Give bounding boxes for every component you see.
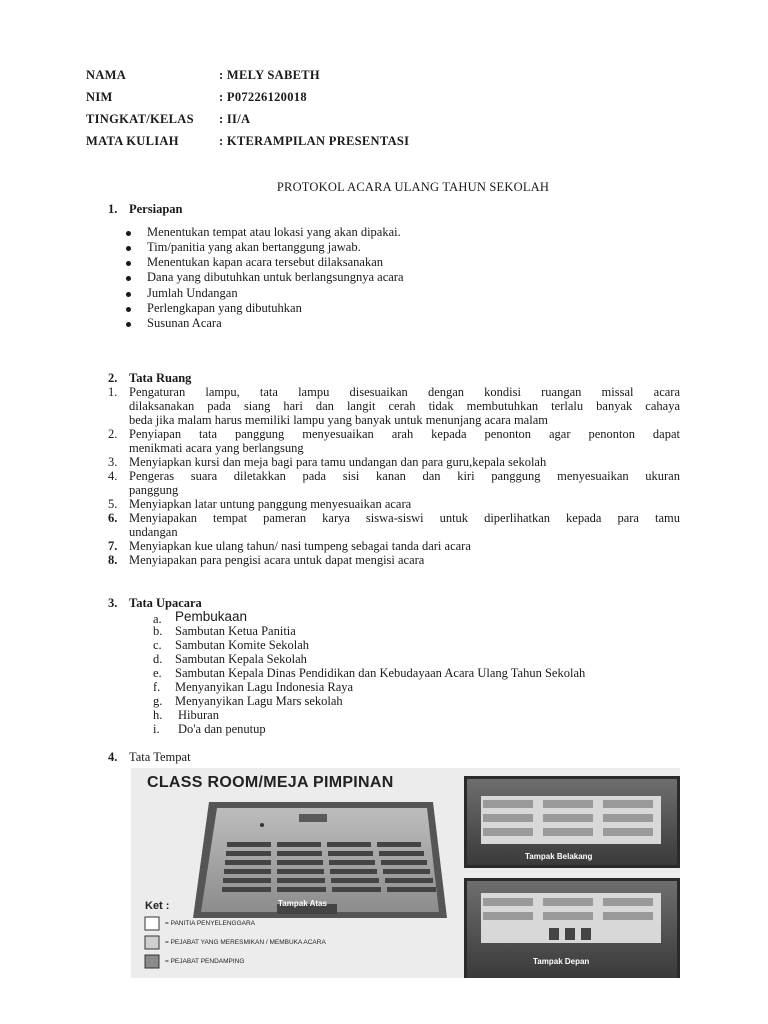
- legend-item: = PEJABAT PENDAMPING: [165, 958, 245, 965]
- section-number: 3.: [108, 596, 118, 610]
- bullet-icon: [126, 246, 131, 251]
- list-item: Menyanyikan Lagu Mars sekolah: [175, 694, 343, 708]
- list-item: Menentukan tempat atau lokasi yang akan dipakai.: [147, 225, 401, 239]
- section-number: 2.: [108, 371, 118, 385]
- list-number: 8.: [108, 553, 118, 567]
- document-title: PROTOKOL ACARA ULANG TAHUN SEKOLAH: [276, 180, 550, 194]
- list-item: Penyiapan tata panggung menyesuaikan arah kepada penonton agar penonton dapat: [129, 427, 680, 441]
- list-letter: f.: [153, 680, 161, 694]
- identity-label-matkul: MATA KULIAH: [86, 134, 179, 148]
- back-view-label: Tampak Belakang: [525, 852, 593, 861]
- front-view-label: Tampak Depan: [533, 957, 590, 966]
- list-letter: d.: [153, 652, 163, 666]
- legend-item: = PEJABAT YANG MERESMIKAN / MEMBUKA ACARA: [165, 939, 326, 946]
- list-number: 6.: [108, 511, 118, 525]
- list-item: Menyiapakan para pengisi acara untuk dapat mengisi acara: [129, 553, 425, 567]
- section-heading: Persiapan: [129, 202, 183, 216]
- bullet-icon: [126, 322, 131, 327]
- bullet-icon: [126, 276, 131, 281]
- list-item: Sambutan Komite Sekolah: [175, 638, 310, 652]
- list-item: Dana yang dibutuhkan untuk berlangsungnya acara: [147, 270, 404, 284]
- list-item: Tim/panitia yang akan bertanggung jawab.: [147, 240, 361, 254]
- list-item: panggung: [129, 483, 179, 497]
- section-heading: Tata Ruang: [129, 371, 192, 385]
- list-item: Pembukaan: [175, 609, 248, 624]
- list-item: menikmati acara yang berlangsung: [129, 441, 304, 455]
- list-item: Pengaturan lampu, tata lampu disesuaikan dengan kondisi ruangan missal acara: [129, 385, 680, 399]
- list-item: Menyiapkan kue ulang tahun/ nasi tumpeng sebagai tanda dari acara: [129, 539, 471, 553]
- identity-value-kelas: : II/A: [219, 112, 251, 126]
- list-number: 3.: [108, 455, 118, 469]
- list-item: Menyiapkan kursi dan meja bagi para tamu undangan dan para guru,kepala sekolah: [129, 455, 547, 469]
- list-item: Sambutan Ketua Panitia: [175, 624, 296, 638]
- list-item: Menentukan kapan acara tersebut dilaksanakan: [147, 255, 384, 269]
- bullet-icon: [126, 307, 131, 312]
- section-heading: Tata Upacara: [129, 596, 202, 610]
- identity-label-nim: NIM: [86, 90, 113, 104]
- list-item: Menyiapkan latar untung panggung menyesuaikan acara: [129, 497, 412, 511]
- list-letter: g.: [153, 694, 163, 708]
- list-letter: c.: [153, 638, 162, 652]
- identity-label-nama: NAMA: [86, 68, 127, 82]
- bullet-icon: [126, 292, 131, 297]
- identity-value-matkul: : KTERAMPILAN PRESENTASI: [219, 134, 410, 148]
- list-number: 7.: [108, 539, 118, 553]
- bullet-icon: [126, 231, 131, 236]
- list-number: 5.: [108, 497, 118, 511]
- list-letter: h.: [153, 708, 163, 722]
- list-item: Hiburan: [178, 708, 219, 722]
- identity-value-nim: : P07226120018: [219, 90, 307, 104]
- list-item: Pengeras suara diletakkan pada sisi kanan dan kiri panggung menyesuaikan ukuran: [129, 469, 680, 483]
- list-item: Jumlah Undangan: [147, 286, 238, 300]
- list-letter: a.: [153, 612, 162, 626]
- identity-label-kelas: TINGKAT/KELAS: [86, 112, 194, 126]
- list-letter: i.: [153, 722, 160, 736]
- legend-item: = PANITIA PENYELENGGARA: [165, 920, 256, 927]
- section-heading: Tata Tempat: [129, 750, 191, 764]
- list-item: Perlengkapan yang dibutuhkan: [147, 301, 302, 315]
- top-view-label: Tampak Atas: [278, 899, 327, 908]
- list-item: undangan: [129, 525, 178, 539]
- list-letter: e.: [153, 666, 162, 680]
- list-number: 4.: [108, 469, 118, 483]
- identity-value-nama: : MELY SABETH: [219, 68, 320, 82]
- section-number: 1.: [108, 202, 118, 216]
- seating-layout-illustration: [131, 768, 680, 978]
- seating-layout-figure: [131, 768, 680, 978]
- list-item: Do'a dan penutup: [178, 722, 266, 736]
- list-item: Menyiapakan tempat pameran karya siswa-siswi untuk diperlihatkan kepada para tamu: [129, 511, 680, 525]
- list-number: 2.: [108, 427, 118, 441]
- list-item: Susunan Acara: [147, 316, 222, 330]
- list-item: beda jika malam harus memiliki lampu yang banyak untuk menunjang acara malam: [129, 413, 548, 427]
- figure-title: CLASS ROOM/MEJA PIMPINAN: [147, 774, 394, 791]
- bullet-icon: [126, 261, 131, 266]
- list-item: Sambutan Kepala Sekolah: [175, 652, 307, 666]
- list-item: Sambutan Kepala Dinas Pendidikan dan Kebudayaan Acara Ulang Tahun Sekolah: [175, 666, 586, 680]
- list-item: dilaksanakan pada siang hari dan langit cerah tidak membutuhkan terlalu banyak cahaya: [129, 399, 680, 413]
- list-item: Menyanyikan Lagu Indonesia Raya: [175, 680, 354, 694]
- list-number: 1.: [108, 385, 118, 399]
- section-number: 4.: [108, 750, 118, 764]
- list-letter: b.: [153, 624, 163, 638]
- legend-title: Ket :: [145, 900, 170, 912]
